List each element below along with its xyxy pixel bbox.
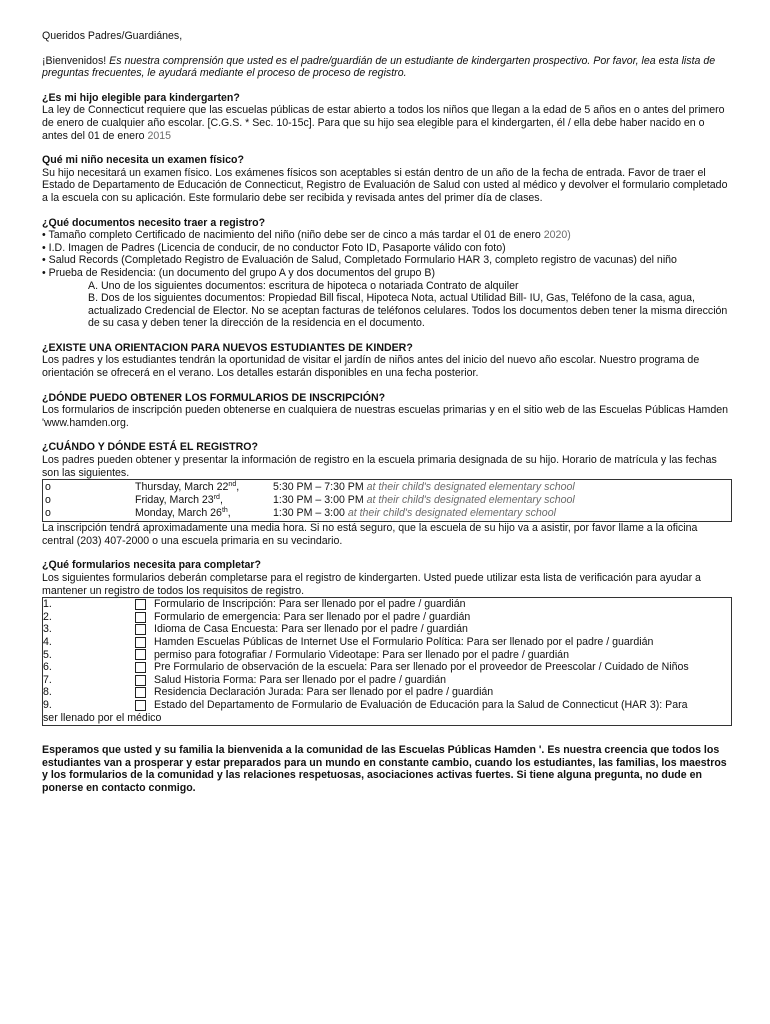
q1-heading: ¿Es mi hijo elegible para kindergarten?	[42, 91, 240, 104]
checkbox[interactable]	[135, 637, 146, 648]
checkbox[interactable]	[135, 599, 146, 610]
q2-body: Su hijo necesitará un examen físico. Los exámenes físicos son aceptables si están dentro de un año de la fecha de entrada. Favor de traer el Estado de Departamento de Educación de Connecticut, Registro de Evaluación de Salud con usted al médico y devolver el formulario completado a la escuela con su aplicación. Este formulario debe ser recibida y revisada antes del primer día de clases.	[42, 166, 728, 204]
checkbox[interactable]	[135, 649, 146, 660]
checkbox[interactable]	[135, 662, 146, 673]
closing-paragraph: Esperamos que usted y su familia la bienvenida a la comunidad de las Escuelas Públicas Hamden '. Es nuestra creencia que todos los estudiantes van a prosperar y estar preparados para un mundo en constante cambio, cuando los estudiantes, las familias, los maestros y los formularios de la comunidad y las relaciones respetuosas, asociaciones activas fuertes. Si tiene alguna pregunta, no dude en ponerse en contacto conmigo.	[42, 744, 727, 794]
welcome-lead: ¡Bienvenidos!	[42, 54, 107, 67]
checklist-text: Idioma de Casa Encuesta: Para ser llenado por el padre / guardián	[154, 623, 468, 636]
checklist-item	[43, 674, 731, 687]
checklist-text: Estado del Departamento de Formulario de Evaluación de Educación para la Salud de Connecticut (HAR 3): Para	[154, 698, 688, 711]
greeting: Queridos Padres/Guardiánes,	[42, 30, 183, 42]
checklist-number: 4.	[43, 635, 52, 648]
letter-page	[42, 30, 732, 795]
checkbox[interactable]	[135, 687, 146, 698]
schedule-day: Friday, March 23rd,	[135, 494, 223, 507]
checklist-number: 5.	[43, 648, 52, 661]
checklist-number: 8.	[43, 686, 52, 699]
doc-item-residence-proof: • Prueba de Residencia: (un documento del grupo A y dos documentos del grupo B)	[42, 266, 435, 279]
welcome-paragraph	[42, 55, 732, 80]
checklist-number: 9.	[43, 698, 52, 711]
schedule-row	[43, 481, 731, 494]
residence-group-b: B. Dos de los siguientes documentos: Propiedad Bill fiscal, Hipoteca Nota, actual Utilidad Bill- IU, Gas, Teléfono de la casa, agua, actualizado Credencial de Elector. No se aceptan facturas de teléfonos celulares. Todos los documentos deben tener la misma dirección de su casa y deben tener la dirección de la residencia en el documento.	[88, 292, 728, 330]
q4-heading: ¿EXISTE UNA ORIENTACION PARA NUEVOS ESTUDIANTES DE KINDER?	[42, 341, 413, 354]
checklist-item	[43, 699, 731, 712]
checklist-text: Hamden Escuelas Públicas de Internet Use el Formulario Política: Para ser llenado por el padre / guardián	[154, 635, 654, 648]
doc-item-health-records: • Salud Records (Completado Registro de Evaluación de Salud, Completado Formulario HAR 3, completo registro de vacunas) del niño	[42, 254, 677, 267]
checkbox[interactable]	[135, 612, 146, 623]
checklist-item	[43, 623, 731, 636]
q6-heading: ¿CUÁNDO Y DÓNDE ESTÁ EL REGISTRO?	[42, 441, 259, 454]
q5-body: Los formularios de inscripción pueden obtenerse en cualquiera de nuestras escuelas primarias y en el sitio web de las Escuelas Públicas Hamden 'www.hamden.org.	[42, 404, 729, 429]
checklist-number: 6.	[43, 661, 52, 674]
q1-body	[42, 104, 732, 142]
schedule-time: 1:30 PM – 3:00 at their child's designated elementary school	[273, 507, 556, 520]
q6-after: La inscripción tendrá aproximadamente una media hora. Si no está seguro, que la escuela de su hijo va a asistir, por favor llame a la oficina central (203) 407-2000 o una escuela primaria en su vecindario.	[42, 522, 698, 547]
schedule-row	[43, 494, 731, 507]
checklist-number: 7.	[43, 673, 52, 686]
checklist-number: 2.	[43, 610, 52, 623]
doc-item-1-year: 2020)	[543, 229, 571, 242]
q6-body: Los padres pueden obtener y presentar la información de registro en la escuela primaria designada de su hijo. Horario de matrícula y las fechas son las siguientes.	[42, 454, 717, 479]
q7-body: Los siguientes formularios deberán completarse para el registro de kindergarten. Usted puede utilizar esta lista de verificación para ayudar a mantener un registro de todos los requisitos de registro.	[42, 572, 701, 597]
q5-heading: ¿DÓNDE PUEDO OBTENER LOS FORMULARIOS DE INSCRIPCIÓN?	[42, 391, 386, 404]
checklist-item	[43, 636, 731, 649]
checklist-number: 1.	[43, 598, 52, 611]
welcome-text: Es nuestra comprensión que usted es el padre/guardián de un estudiante de kindergarten prospectivo. Por favor, lea esta lista de preguntas frecuentes, le ayudará mediante el proceso de proceso de registro.	[42, 54, 716, 80]
schedule-day: Monday, March 26th,	[135, 507, 231, 520]
checkbox[interactable]	[135, 700, 146, 711]
q7-heading: ¿Qué formularios necesita para completar?	[42, 559, 262, 572]
checklist-last-line: ser llenado por el médico	[43, 711, 162, 724]
registration-schedule	[42, 479, 732, 522]
checkbox[interactable]	[135, 624, 146, 635]
checklist-item	[43, 661, 731, 674]
forms-checklist	[42, 597, 732, 726]
checklist-number: 3.	[43, 623, 52, 636]
checklist-text: Pre Formulario de observación de la escuela: Para ser llenado por el proveedor de Preescolar / Cuidado de Niños	[154, 661, 689, 674]
doc-item-birth-certificate	[42, 229, 732, 242]
checklist-item	[43, 611, 731, 624]
checkbox[interactable]	[135, 675, 146, 686]
schedule-row	[43, 507, 731, 520]
schedule-bullet: o	[45, 494, 51, 507]
q1-year: 2015	[147, 129, 172, 142]
q2-heading: Qué mi niño necesita un examen físico?	[42, 154, 244, 167]
q4-body: Los padres y los estudiantes tendrán la oportunidad de visitar el jardín de niños antes del inicio del nuevo año escolar. Nuestro programa de orientación se ofrecerá en el verano. Los detalles estarán disponibles en una fecha posterior.	[42, 354, 700, 380]
schedule-time: 1:30 PM – 3:00 PM at their child's designated elementary school	[273, 494, 575, 507]
checklist-item	[43, 686, 731, 699]
checklist-item	[43, 649, 731, 662]
schedule-time: 5:30 PM – 7:30 PM at their child's designated elementary school	[273, 481, 575, 494]
residence-group-a: A. Uno de los siguientes documentos: escritura de hipoteca o notariada Contrato de alquiler	[88, 279, 519, 292]
schedule-bullet: o	[45, 481, 51, 494]
checklist-text: Salud Historia Forma: Para ser llenado por el padre / guardián	[154, 673, 447, 686]
q1-body-text: La ley de Connecticut requiere que las escuelas públicas de estar abierto a todos los niños que llegan a la edad de 5 años en o antes del primero de enero de cualquier año escolar. [C.G.S. * Sec. 10-15c]. Para que su hijo sea elegible para el kindergarten, él / ella debe haber nacido en o antes del 01 de enero	[42, 104, 725, 142]
checklist-text: permiso para fotografiar / Formulario Videotape: Para ser llenado por el padre / guardián	[154, 648, 569, 661]
q3-heading: ¿Qué documentos necesito traer a registro?	[42, 216, 266, 229]
schedule-bullet: o	[45, 507, 51, 520]
doc-item-1-text: • Tamaño completo Certificado de nacimiento del niño (niño debe ser de cinco a más tardar el 01 de enero	[42, 229, 541, 242]
schedule-day: Thursday, March 22nd,	[135, 481, 240, 494]
checklist-text: Formulario de emergencia: Para ser llenado por el padre / guardián	[154, 610, 471, 623]
checklist-text: Formulario de Inscripción: Para ser llenado por el padre / guardián	[154, 598, 466, 611]
checklist-text: Residencia Declaración Jurada: Para ser llenado por el padre / guardián	[154, 686, 494, 699]
doc-item-parent-id: • I.D. Imagen de Padres (Licencia de conducir, de no conductor Foto ID, Pasaporte válido con foto)	[42, 241, 506, 254]
checklist-item	[43, 598, 731, 611]
